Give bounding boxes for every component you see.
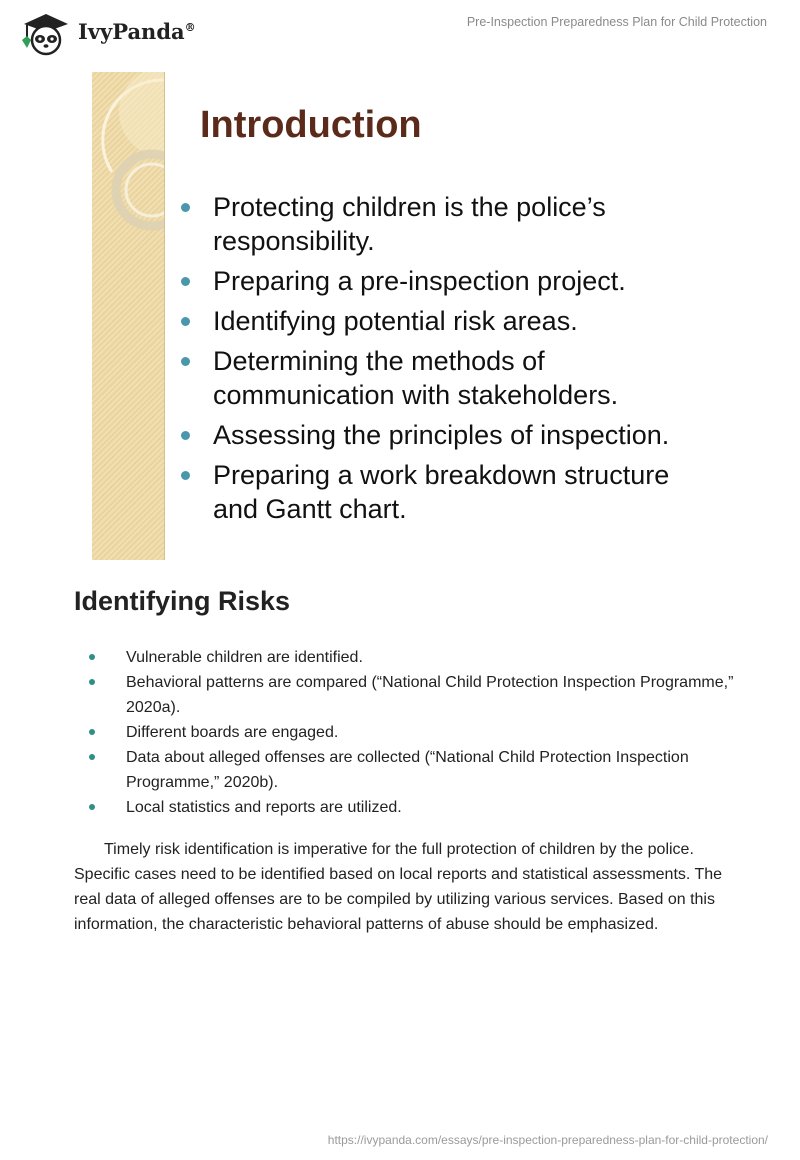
slide-decorative-strip	[92, 72, 165, 560]
list-item: Vulnerable children are identified.	[74, 645, 734, 670]
slide-title: Introduction	[200, 104, 422, 146]
slide-bullet-list	[180, 190, 720, 532]
panda-graduation-cap-icon	[18, 10, 74, 56]
section-heading: Identifying Risks	[74, 586, 291, 616]
list-item: Local statistics and reports are utilized.	[74, 795, 734, 820]
list-item: Different boards are engaged.	[74, 720, 734, 745]
slide-bullet: Protecting children is the police’s responsibility.	[180, 190, 720, 258]
registered-mark: ®	[184, 21, 196, 34]
decorative-rings-icon	[92, 72, 164, 242]
slide-bullet: Preparing a work breakdown structure and Gantt chart.	[180, 458, 720, 526]
brand-name: IvyPanda®	[78, 19, 196, 44]
slide-bullet: Determining the methods of communication with stakeholders.	[180, 344, 720, 412]
list-item: Behavioral patterns are compared (“National Child Protection Inspection Programme,” 2020a).	[74, 670, 734, 720]
slide-image	[92, 72, 732, 560]
slide-bullet: Identifying potential risk areas.	[180, 304, 720, 338]
footer-url-link[interactable]: https://ivypanda.com/essays/pre-inspection-preparedness-plan-for-child-protection/	[327, 1133, 768, 1147]
slide-bullet: Preparing a pre-inspection project.	[180, 264, 720, 298]
slide-bullet: Assessing the principles of inspection.	[180, 418, 720, 452]
brand-logo[interactable]	[18, 10, 218, 56]
document-title: Pre-Inspection Preparedness Plan for Child Protection	[466, 15, 767, 29]
body-paragraph: Timely risk identification is imperative for the full protection of children by the police. Specific cases need to be identified based on local reports and statistical assessments. The real data of alleged offenses are to be compiled by utilizing various services. Based on this information, the characteristic behavioral patterns of abuse should be emphasized.	[74, 841, 723, 933]
list-item: Data about alleged offenses are collected (“National Child Protection Inspection Programme,” 2020b).	[74, 745, 734, 795]
risk-bullet-list	[74, 645, 734, 820]
